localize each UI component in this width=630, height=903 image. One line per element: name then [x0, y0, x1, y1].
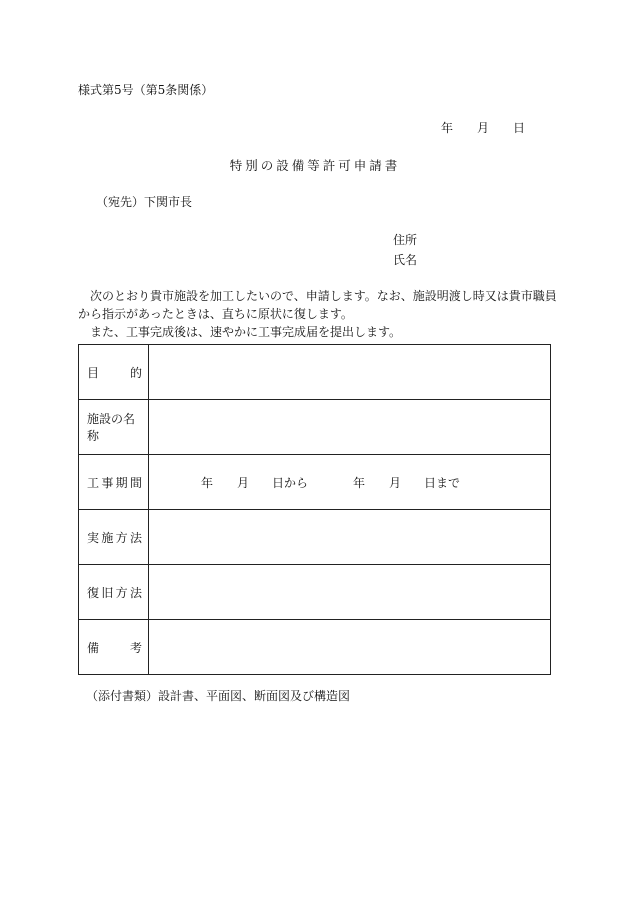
statement-paragraph-1: 次のとおり貴市施設を加工したいので、申請します。なお、施設明渡し時又は貴市職員から指示があったときは、直ちに原状に復します。: [78, 289, 557, 321]
construction-period-label-char: 間: [129, 475, 142, 490]
construction-period-label: [79, 455, 149, 510]
date-day-label: 日: [513, 121, 526, 135]
implementation-method-label-char: 施: [101, 530, 114, 545]
start-year-label: 年: [201, 476, 214, 490]
table-row-purpose: [79, 345, 551, 400]
table-row-remarks: [79, 620, 551, 675]
remarks-label-char: 備: [87, 640, 100, 655]
implementation-method-label: [79, 510, 149, 565]
purpose-field[interactable]: [149, 345, 551, 400]
construction-period-label-char: 事: [101, 475, 114, 490]
restoration-method-label-char: 法: [129, 585, 142, 600]
addressee: （宛先）下関市長: [96, 195, 193, 209]
end-month-label: 月: [389, 476, 402, 490]
construction-period-label-char: 工: [87, 475, 100, 490]
application-statement: [78, 287, 558, 341]
document-title: 特別の設備等許可申請書: [229, 158, 401, 173]
purpose-label: [79, 345, 149, 400]
end-year-label: 年: [353, 476, 366, 490]
start-day-label: 日から: [272, 476, 309, 490]
applicant-name-label: 氏名: [393, 253, 418, 267]
end-day-label: 日まで: [424, 476, 461, 490]
remarks-label: [79, 620, 149, 675]
remarks-field[interactable]: [149, 620, 551, 675]
restoration-method-label: [79, 565, 149, 620]
restoration-method-label-char: 復: [87, 585, 100, 600]
remarks-label-char: 考: [129, 640, 142, 655]
restoration-method-field[interactable]: [149, 565, 551, 620]
table-row-implementation-method: [79, 510, 551, 565]
date-month-label: 月: [477, 121, 490, 135]
construction-period-field[interactable]: [149, 455, 551, 510]
table-row-construction-period: [79, 455, 551, 510]
implementation-method-field[interactable]: [149, 510, 551, 565]
purpose-label-char: 的: [129, 365, 142, 380]
construction-period-dates: [149, 474, 550, 490]
purpose-label-char: 目: [87, 365, 100, 380]
table-row-facility-name: [79, 400, 551, 455]
implementation-method-label-char: 実: [87, 530, 100, 545]
facility-name-label-text: 施設の名称: [87, 412, 136, 443]
implementation-method-label-char: 方: [115, 530, 128, 545]
start-month-label: 月: [237, 476, 250, 490]
construction-period-label-char: 期: [115, 475, 128, 490]
facility-name-label: [79, 400, 149, 455]
implementation-method-label-char: 法: [129, 530, 142, 545]
facility-name-field[interactable]: [149, 400, 551, 455]
date-year-label: 年: [441, 121, 454, 135]
restoration-method-label-char: 旧: [101, 585, 114, 600]
table-row-restoration-method: [79, 565, 551, 620]
applicant-address-label: 住所: [393, 233, 418, 247]
form-number: 様式第5号（第5条関係）: [78, 83, 214, 97]
application-form-table: [78, 344, 551, 675]
restoration-method-label-char: 方: [115, 585, 128, 600]
attachments-note: （添付書類）設計書、平面図、断面図及び構造図: [86, 689, 351, 703]
submission-date: [441, 119, 525, 136]
statement-paragraph-2: また、工事完成後は、速やかに工事完成届を提出します。: [90, 325, 402, 339]
